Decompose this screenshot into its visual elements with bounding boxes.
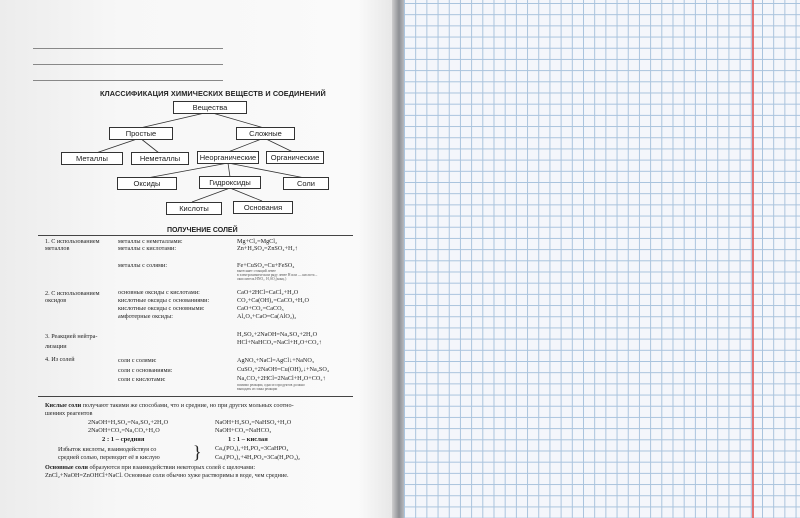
red-margin-line — [752, 0, 754, 518]
equation: NaOH+H₂SO₄=NaHSO₄+H₂O — [215, 419, 292, 426]
equation: 2NaOH+CO₂=Na₂CO₃+H₂O — [88, 427, 160, 434]
acid-salts-lead: Кислые соли — [45, 402, 82, 409]
reaction-type: соли с солями: — [118, 357, 157, 364]
excess-note: средней солью, переводит её в кислую — [58, 454, 160, 461]
excess-note: Избыток кислоты, взаимодействуя со — [58, 446, 157, 453]
note: помимо реакции, одно из продуктов должно — [237, 383, 305, 387]
node-substances: Вещества — [173, 101, 247, 114]
reaction-type: металлы с неметаллами: — [118, 238, 183, 245]
node-nonmetals: Неметаллы — [131, 152, 189, 165]
method-label: оксидов — [45, 297, 67, 304]
reaction-type: кислотные оксиды с основаниями: — [118, 297, 210, 304]
basic-salts-lead: Основные соли — [45, 464, 88, 471]
equation: CuSO₄+2NaOH=Cu(OH)₂↓+Na₂SO₄ — [237, 366, 329, 373]
equation: HCl+NaHCO₃=NaCl+H₂O+CO₂↑ — [237, 339, 322, 346]
method-label: металлов — [45, 245, 70, 252]
equation: Ca₃(PO₄)₂+H₃PO₄=3CaHPO₄ — [215, 445, 289, 452]
tree-connectors — [0, 0, 398, 230]
equation: AgNO₃+NaCl=AgCl↓+NaNO₃ — [237, 357, 314, 364]
equation: Ca₃(PO₄)₂+4H₃PO₄=3Ca(H₂PO₄)₂ — [215, 454, 301, 461]
reaction-type: кислотные оксиды с основными: — [118, 305, 205, 312]
method-label: лизации — [45, 343, 67, 350]
method-label: 3. Реакцией нейтра- — [45, 333, 98, 340]
reaction-type: амфотерные оксиды: — [118, 313, 174, 320]
node-metals: Металлы — [61, 152, 123, 165]
table-bottom-rule — [38, 396, 353, 397]
equation: CaO+CO₂=CaCO₃ — [237, 305, 284, 312]
reaction-type: основные оксиды с кислотами: — [118, 289, 200, 296]
reaction-type: металлы с кислотами: — [118, 245, 177, 252]
equation: CO₂+Ca(OH)₂=CaCO₃+H₂O — [237, 297, 310, 304]
section-title: ПОЛУЧЕНИЕ СОЛЕЙ — [167, 227, 238, 234]
equation: NaOH+CO₂=NaHCO₃ — [215, 427, 272, 434]
equation: Al₂O₃+CaO=Ca(AlO₂)₂ — [237, 313, 297, 320]
node-acids: Кислоты — [166, 202, 222, 215]
node-oxides: Оксиды — [117, 177, 177, 190]
node-hydroxides: Гидроксиды — [199, 176, 261, 189]
acid-salts-text: шениях реагентов — [45, 410, 93, 417]
method-label: 1. С использованием — [45, 238, 100, 245]
note: вытесняет стоящий левее — [237, 269, 276, 273]
equation: Na₂CO₃+2HCl=2NaCl+H₂O+CO₂↑ — [237, 375, 326, 382]
method-label: 4. Из солей — [45, 356, 75, 363]
reaction-type: соли с кислотами: — [118, 376, 166, 383]
note: в электрохимическом ряду левее Н или — кислота – — [237, 273, 318, 277]
equation: CaO+2HCl=CaCl₂+H₂O — [237, 289, 299, 296]
table-top-rule — [38, 235, 353, 236]
reaction-type: металлы с солями: — [118, 262, 168, 269]
note: выпадать из зоны реакции — [237, 387, 278, 391]
reaction-type: соли с основаниями: — [118, 367, 173, 374]
basic-salts-text: ZnCl₂+NaOH=ZnOHCl+NaCl. Основные соли обычно хуже растворимы в воде, чем средние. — [45, 472, 289, 479]
equation: Fe+CuSO₄=Cu+FeSO₄ — [237, 262, 295, 269]
node-complex: Сложные — [236, 127, 295, 140]
basic-salts-text: образуются при взаимодействии некоторых солей с щелочами: — [87, 464, 256, 471]
acid-salts-text: получают такими же способами, что и средние, но при других мольных соотно- — [81, 402, 294, 409]
note: окислитель HNO₃, H₂SO₄(конц.) — [237, 277, 287, 281]
equation: Zn+H₂SO₄=ZnSO₄+H₂↑ — [237, 245, 298, 252]
node-inorganic: Неорганические — [197, 151, 259, 164]
node-organic: Органические — [266, 151, 324, 164]
brace-icon: } — [193, 442, 202, 462]
node-salts: Соли — [283, 177, 329, 190]
grid-page — [404, 0, 800, 518]
ratio-acidic: 1 : 1 – кислая — [228, 436, 268, 443]
node-simple: Простые — [109, 127, 173, 140]
node-bases: Основания — [233, 201, 293, 214]
page-title: КЛАССИФИКАЦИЯ ХИМИЧЕСКИХ ВЕЩЕСТВ И СОЕДИНЕНИЙ — [100, 89, 326, 98]
equation: 2NaOH+H₂SO₄=Na₂SO₄+2H₂O — [88, 419, 169, 426]
equation: H₂SO₄+2NaOH=Na₂SO₄+2H₂O — [237, 331, 318, 338]
method-label: 2. С использованием — [45, 290, 100, 297]
equation: Mg+Cl₂=MgCl₂ — [237, 238, 278, 245]
ratio-medium: 2 : 1 – средняя — [102, 436, 145, 443]
